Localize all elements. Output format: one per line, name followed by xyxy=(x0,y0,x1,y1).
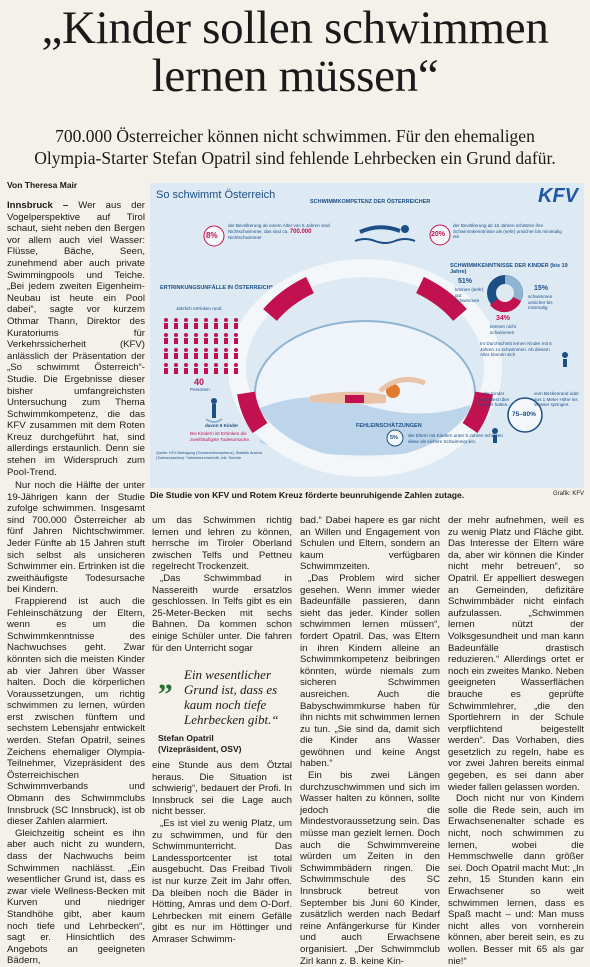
kinder-percent-2: 15% xyxy=(534,285,549,292)
davon-text: davon 5 Kinder xyxy=(205,423,239,428)
caption-text: Die Studie von KFV und Rotem Kreuz förderte beunruhigende Zahlen zutage. xyxy=(150,490,465,500)
left-text: der Bevölkerung ab einem Alter von 5 Jahren sind Nichtschwimmer, das sind ca. 700.000 Nichtschwimmer xyxy=(228,223,330,241)
quote-text: Ein wesentlicher Grund ist, dass es kaum noch tiefe Lehrbecken gibt.“ xyxy=(184,667,279,727)
subhead-line-2: Olympia-Starter Stefan Opatril sind fehlende Lehrbecken ein Grund dafür. xyxy=(34,148,556,168)
source-note: Quelle: KFV-Befragung (Schwimmkompetenz), Statistik Austria (Todesursachen) *Jahresdurchschnitt, inkl. Suizide xyxy=(156,451,262,460)
paragraph: Innsbruck – Wer aus der Vogelperspektive auf Tirol schaut, sieht neben den Bergen vor allem auch viel Wasser: Flüsse, Bäche, Seen, zunehmend aber auch private Swimmingpools und Teiche. „Bei jedem zweiten Eigenheim-Neubau ist heute ein Pool dabei“, sagte vor kurzem Othmar Thann, Direktor des Kuratoriums für Verkehrssicherheit (KFV) anlässlich der Präsentation der „So schwimmt Österreich“-Studie. Die Ergebnisse dieser bisher umfangreichsten Untersuchung zum Thema Schwimmkompetenz, die das KFV zusammen mit dem Roten Kreuz durchgeführt hat, sind allerdings erstaunlich. Denn sie stehen im Widerspruch zum Pool-Trend. xyxy=(7,200,145,478)
kompetenz-label: SCHWIMMKOMPETENZ DER ÖSTERREICHER xyxy=(310,199,431,205)
headline xyxy=(0,4,590,100)
person-icon xyxy=(224,348,228,359)
column-2-top xyxy=(152,515,292,654)
person-icon xyxy=(224,318,228,329)
person-icon xyxy=(214,348,218,359)
paragraph: um das Schwimmen richtig lernen und lehren zu können, herrsche im Tiroler Oberland zwischen Telfs und Pettneu regelrecht Trockenzeit. xyxy=(152,515,292,573)
person-icon xyxy=(164,333,168,344)
person-icon xyxy=(204,363,208,374)
kinder-text-3: können nicht schwimmen xyxy=(490,324,517,335)
kfv-logo: KFV xyxy=(538,185,578,207)
paragraph: „Das Problem wird sicher gesehen. Wenn immer wieder Badeunfälle passieren, dann sieht das jeder. Kinder sollen schwimmen lernen müssen“, fordert Opatril. Das, was Eltern in ihren Kindern alleine an Schwimmkompetenz beibringen könnten, würde niemals zum sicheren Schwimmen ausreichen. Auch die Babyschwimmkurse haben für ihn nichts mit schwimmen lernen zu tun. „Sie sind da, damit sich die Kinder ans Wasser gewöhnen und keine Angst haben.“ xyxy=(300,572,440,770)
person-icon xyxy=(174,348,178,359)
person-icon xyxy=(234,318,238,329)
kinder-age-text: Im Durchschnitt lernen Kinder mit 5 Jahren zu schwimmen. Ab diesem Alter können sich xyxy=(480,341,552,358)
graphic-caption xyxy=(150,490,584,500)
swimmer-small-icon xyxy=(355,225,415,243)
kinder-label: SCHWIMMKENNTNISSE DER KINDER (bis 19 Jahre) xyxy=(450,263,568,275)
person-icon xyxy=(224,333,228,344)
person-icon xyxy=(184,333,188,344)
person-icon xyxy=(164,348,168,359)
left-number: 700.000 xyxy=(289,228,312,235)
quote-author xyxy=(158,733,241,755)
fehl-box-percent: 75–80% xyxy=(512,411,536,418)
unfaelle-label: ERTRINKUNGSUNFÄLLE IN ÖSTERREICH* xyxy=(160,285,273,291)
davon-sub: Bei Kindern ist Ertrinken die zweithäufigste Todesursache. xyxy=(190,431,251,442)
person-icon xyxy=(194,333,198,344)
person-icon xyxy=(174,363,178,374)
byline: Von Theresa Mair xyxy=(7,180,78,190)
person-icon xyxy=(204,333,208,344)
infographic xyxy=(150,183,584,488)
person-icon xyxy=(164,318,168,329)
paragraph: Nur noch die Hälfte der unter 19-Jährigen kann der Studie zufolge schwimmen. Insgesamt sind 700.000 Österreicher ab fünf Jahren Nichtschwimmer. Jeder Fünfte ab 15 Jahren stuft sich selbst als unsicheren Schwimmer ein. Ertrinken ist die zweithäufigste Todesursache bei Kindern. xyxy=(7,480,145,596)
diver-icon xyxy=(206,398,222,422)
kinder-pie-chart xyxy=(487,275,523,312)
person-icon xyxy=(184,363,188,374)
right-percent: 20% xyxy=(431,231,446,238)
fehl-right-text: vom Beckenrand oder aus 1 Meter Höhe ins Wasser springen. xyxy=(534,391,579,408)
unfaelle-sub: Jährlich ertrinken rund xyxy=(176,306,222,311)
subheadline xyxy=(10,125,580,169)
column-1-top xyxy=(7,200,145,478)
paragraph: Ein bis zwei Längen durchzuschwimmen und sich im Wasser halten zu können, sollte jedoch die Mindestvoraussetzung sein. Das müsse man gezielt lernen. Doch auch die Schwimmvereine würden um Zeiten in den Schwimmbädern ringen. Die Schwimmschule des SC Innsbruck betreut von September bis Juni 60 Kinder, zusätzlich werden nach Bedarf reine Anfängerkurse für Kinder und auch Erwachsene organisiert. „Der Schwimmclub Zirl kann z. B. keine Kin- xyxy=(300,770,440,967)
person-icon xyxy=(204,318,208,329)
subhead-line-1: 700.000 Österreicher können nicht schwimmen. Für den ehemaligen xyxy=(55,126,535,146)
person-icon xyxy=(174,333,178,344)
person-icon xyxy=(214,318,218,329)
column-4 xyxy=(448,515,584,967)
kinder-percent-1: 51% xyxy=(458,278,473,285)
fehl-label: FEHLEINSCHÄTZUNGEN xyxy=(356,423,422,429)
quote-mark-icon: „ xyxy=(158,663,173,696)
person-icon xyxy=(184,318,188,329)
graphic-title: So schwimmt Österreich xyxy=(156,189,276,201)
person-icon xyxy=(194,363,198,374)
person-icon xyxy=(164,363,168,374)
unfaelle-unit: Personen xyxy=(190,387,210,392)
person-icon xyxy=(194,318,198,329)
quote-author-role: (Vizepräsident, OSV) xyxy=(158,744,242,754)
unfaelle-number: 40 xyxy=(194,377,205,387)
person-icon xyxy=(204,348,208,359)
kinder-percent-3: 34% xyxy=(496,315,511,322)
person-icon xyxy=(214,333,218,344)
column-1-bottom xyxy=(7,480,145,967)
fehl-percent: 5% xyxy=(390,435,398,441)
person-icon xyxy=(184,348,188,359)
headline-line-2: lernen müssen“ xyxy=(151,50,439,102)
paragraph: bad.“ Dabei hapere es gar nicht an Willen und Engagement von Schulen und Eltern, sondern an kaum verfügbaren Schwimmzeiten. xyxy=(300,515,440,573)
person-icon xyxy=(224,363,228,374)
dateline: Innsbruck – xyxy=(7,200,69,211)
paragraph: „Es ist viel zu wenig Platz, um zu schwimmen, und für den Schwimmunterricht. Das Landessportcenter ist total ausgebucht. Das Freibad Tivoli ist nur kurze Zeit im Jahr offen. Da bleiben noch die Bäder in Hötting, Amras und dem O-Dorf. Lehrbecken mit einem Gefälle gibt es nur im Höttinger und Amraser Schwimm- xyxy=(152,817,292,945)
fehl-left-text: ... der Kinder zumindest über Wasser halten. xyxy=(478,391,510,408)
kinder-text-1: können (sehr) gut schwimmen xyxy=(455,287,484,304)
left-percent: 8% xyxy=(206,231,218,240)
headline-line-1: „Kinder sollen schwimmen xyxy=(41,2,549,54)
paragraph: „Das Schwimmbad in Nassereith wurde ersatzlos geschlossen. In Telfs gibt es ein 25-Meter-Becken mit sechs Bahnen. Da kommen schon einige Schüler unter. Die fahren für den Unterricht sogar xyxy=(152,572,292,654)
person-icon xyxy=(194,348,198,359)
quote-author-name: Stefan Opatril xyxy=(158,733,214,743)
person-icon xyxy=(214,363,218,374)
person-icon xyxy=(174,318,178,329)
kinder-text-2: schwimmen unsicher bis minimalig xyxy=(528,294,553,311)
person-icon xyxy=(234,333,238,344)
paragraph: eine Stunde aus dem Ötztal heraus. Die Situation ist schwierig“, bedauert der Profi. In Innsbruck sei die Lage auch nicht besser. xyxy=(152,760,292,818)
person-icon xyxy=(234,363,238,374)
column-2-bottom xyxy=(152,760,292,946)
paragraph: Frappierend ist auch die Fehleinschätzung der Eltern, wenn es um die Schwimmkenntnisse des Nachwuchses geht. Zwar könnten sich die meisten Kinder ab vier Jahren über Wasser halten. Doch die körperlichen Voraussetzungen, um richtig schwimmen zu lernen, würden erst zwischen fünftem und sechstem Lebensjahr entwickelt werden. Stefan Opatril, seines Zeichens ehemaliger Olympia-Teilnehmer, Vizepräsident des Österreichischen Schwimmverbands und Obmann des Schwimmclubs Innsbruck (SC Innsbruck), ist ob dieser Zahlen alarmiert. xyxy=(7,595,145,828)
paragraph: Gleichzeitig scheint es ihn aber auch nicht zu wundern, dass der Nachwuchs beim Schwimmen nachlässt. „Ein wesentlicher Grund ist, dass es zwar viele Wellness-Becken mit Kurven und niedriger Standhöhe gibt, aber kaum noch tiefe und Lehrbecken“, sagt er. Hinsichtlich des Angebots an geeigneten Bädern, xyxy=(7,827,145,967)
right-text: der Bevölkerung ab 15 Jahren schätzen ihre Schwimmkenntnisse als (sehr) unsicher bis minimalig ein xyxy=(453,223,562,240)
paragraph: Doch nicht nur von Kindern solle die Rede sein, auch im Erwachsenenalter schade es nicht, noch schwimmen zu lernen, wobei die Hemmschwelle dann größer sei. Doch Opatril macht Mut: „In zehn, 15 Stunden kann ein Erwachsener so weit schwimmen lernen, dass es Spaß macht – und: Man muss nicht alles von vornherein können, aber bereit sein, es zu wollen. Besser mit 65 als gar nie!“ xyxy=(448,793,584,967)
person-grid xyxy=(164,318,238,374)
column-3 xyxy=(300,515,440,967)
fehl-text: der Eltern mit Kindern unter 5 Jahren schätzen diese als sichere Schwimmer ein. xyxy=(408,433,503,444)
caption-credit: Grafik: KFV xyxy=(552,491,584,497)
paragraph: der mehr aufnehmen, weil es zu wenig Platz und Fläche gibt. Das Interesse der Eltern wäre da, aber wir können die Kinder nicht mehr betreuen“, so Opatril. Er appelliert deswegen an Gemeinden, defizitäre Schwimmbäder nicht einfach aufzulassen. „Schwimmen lernen nützt der Volksgesundheit und man kann Badeunfälle drastisch reduzieren.“ Allerdings ortet er noch ein zweites Manko. Neben geeigneten Wasserflächen brauche es geprüfte Schwimmlehrer, „die den Sportlehrern in der Schule verpflichtend beigestellt werden“. Das Vorhaben, dies gesetzlich zu regeln, habe es vor zwei Jahren bereits einmal gegeben, es sei dann aber wieder fallen gelassen worden. xyxy=(448,515,584,793)
child-icon xyxy=(562,352,568,367)
person-icon xyxy=(234,348,238,359)
